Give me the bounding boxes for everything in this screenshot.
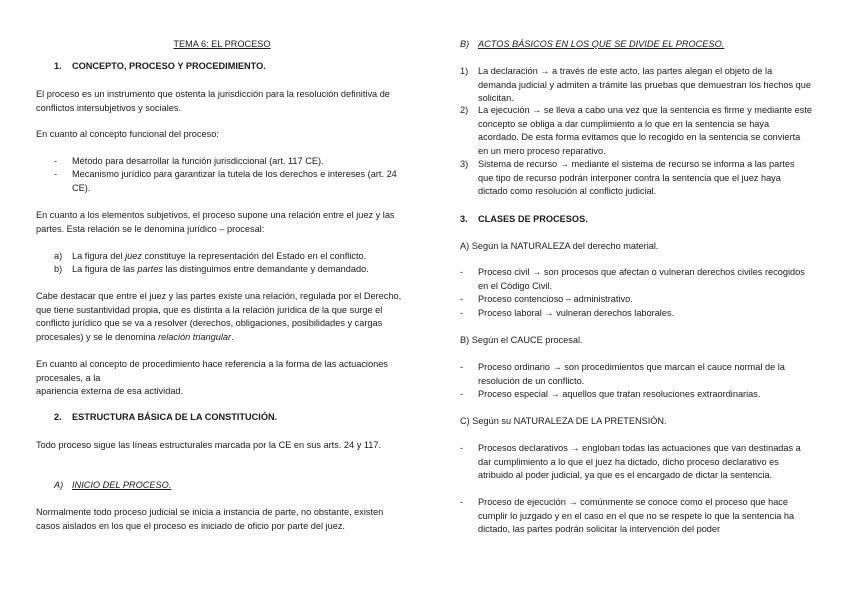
list-item: - Proceso contencioso – administrativo. [460, 293, 812, 307]
subsection-title: INICIO DEL PROCESO. [72, 480, 172, 490]
emphasis: relación triangular [158, 331, 232, 342]
section-2-heading [36, 411, 408, 425]
list-item [460, 65, 812, 106]
paragraph: El proceso es un instrumento que ostenta la jurisdicción para la resolución definitiva de conflictos intersubjetivos y sociales. [36, 89, 390, 113]
subsection-marker: A) [54, 480, 64, 490]
paragraph: apariencia externa de esa actividad. [36, 386, 184, 396]
list-item [460, 104, 812, 158]
section-number: 2. [54, 412, 62, 422]
list-item: - Proceso ordinario → son procedimientos que marcan el cauce normal de la resolución de un conflicto. [460, 361, 812, 388]
list-item-text: Sistema de recurso → mediante el sistema de recurso se informa a las partes que tipo de recurso podrán interponer contra la sentencia que el juez haya dictado como resolución al conflicto judicial. [478, 159, 795, 197]
emphasis: partes [137, 264, 163, 274]
list-item [460, 158, 812, 199]
subsection-b-heading [460, 38, 812, 52]
list-item: - Procesos declarativos → engloban todas las actuaciones que van destinadas a dar cumplimiento a lo que el juez ha dictado, dicho proceso declarativo es atribuido al poder judicial, ya que es el encargado de dictar la sentencia. [460, 442, 812, 483]
paragraph: Todo proceso sigue las líneas estructurales marcada por la CE en sus arts. 24 y 117. [36, 440, 382, 450]
list-item-text: Proceso especial → aquellos que tratan resoluciones extraordinarias. [478, 389, 761, 399]
subsection-marker: B) [460, 39, 470, 49]
document-title: TEMA 6: EL PROCESO [173, 39, 271, 49]
list-item-text: Proceso civil → son procesos que afectan o vulneran derechos civiles recogidos en el Código Civil. [478, 267, 805, 291]
section-title: ESTRUCTURA BÁSICA DE LA CONSTITUCIÓN. [72, 412, 278, 422]
section-number: 1. [54, 61, 62, 71]
section-number: 3. [460, 214, 468, 224]
classification-heading: B) Según el CAUCE procesal. [460, 335, 583, 345]
section-title: CLASES DE PROCESOS. [478, 214, 588, 224]
list-item: - Proceso de ejecución → comúnmente se conoce como el proceso que hace cumplir lo juzgado y en el caso en el que no se respete lo que la sentencia ha dictado, las partes podrán solicitar la intervención del poder [460, 496, 812, 537]
subsection-title: ACTOS BÁSICOS EN LOS QUE SE DIVIDE EL PROCESO. [478, 39, 725, 49]
paragraph: En cuanto al concepto de procedimiento hace referencia a la forma de las actuaciones procesales, a la [36, 359, 388, 383]
paragraph: En cuanto a los elementos subjetivos, el proceso supone una relación entre el juez y las partes. Esta relación se le denomina jurídico – procesal: [36, 210, 395, 234]
list-item-text: Proceso contencioso – administrativo. [478, 294, 633, 304]
list-item: a) La figura del juez constituye la representación del Estado en el conflicto. [36, 250, 408, 264]
section-3-heading [460, 213, 812, 227]
list-marker: a) [54, 251, 63, 261]
list-item-text: Mecanismo jurídico para garantizar la tutela de los derechos e intereses (art. 24 CE). [72, 169, 397, 193]
list-marker: 2) [460, 105, 469, 115]
list-item: - Método para desarrollar la función jurisdiccional (art. 117 CE). [36, 155, 408, 169]
list-item-text: Proceso ordinario → son procedimientos que marcan el cauce normal de la resolución de un conflicto. [478, 362, 785, 386]
list-item: - Proceso civil → son procesos que afectan o vulneran derechos civiles recogidos en el Código Civil. [460, 266, 812, 293]
section-1-heading [36, 60, 408, 74]
list-item: - Mecanismo jurídico para garantizar la tutela de los derechos e intereses (art. 24 CE). [36, 168, 408, 195]
list-item-text: La ejecución → se lleva a cabo una vez que la sentencia es firme y mediante este concepto se obliga a dar cumplimiento a lo que en la sentencia se haya acordado. De esta forma evitamos que lo recogido en la sentencia se convierta en un mero proceso reparativo. [478, 105, 813, 156]
list-marker: 1) [460, 66, 469, 76]
list-item-text: Proceso laboral → vulneran derechos laborales. [478, 308, 675, 318]
list-marker: 3) [460, 159, 469, 169]
classification-heading: C) Según su NATURALEZA DE LA PRETENSIÓN. [460, 416, 667, 426]
section-title: CONCEPTO, PROCESO Y PROCEDIMIENTO. [72, 61, 266, 71]
list-marker: b) [54, 264, 63, 274]
list-item-text: Proceso de ejecución → comúnmente se conoce como el proceso que hace cumplir lo juzgado y en el caso en el que no se respete lo que la sentencia ha dictado, las partes podrán solicitar la intervención del poder [478, 497, 795, 535]
list-item: - Proceso especial → aquellos que tratan resoluciones extraordinarias. [460, 388, 812, 402]
list-item-text: Procesos declarativos → engloban todas las actuaciones que van destinadas a dar cumplimiento a lo que el juez ha dictado, dicho proceso declarativo es atribuido al poder judicial, ya que es el encargado de dictar la sentencia. [478, 443, 801, 481]
list-item-text: Método para desarrollar la función jurisdiccional (art. 117 CE). [72, 156, 324, 166]
list-item-text: La declaración → a través de este acto, las partes alegan el objeto de la demanda judicial y admiten a trámite las pruebas que demuestran los hechos que solicitan. [478, 66, 811, 104]
subsection-a-heading [36, 479, 408, 493]
list-item: b) La figura de las partes las distinguimos entre demandante y demandado. [36, 263, 408, 277]
classification-heading: A) Según la NATURALEZA del derecho material. [460, 241, 659, 251]
paragraph: En cuanto al concepto funcional del proceso: [36, 129, 219, 139]
paragraph: Cabe destacar que entre el juez y las partes existe una relación, regulada por el Derecho, que tiene sustantividad propia, que es distinta a la relación jurídica de la que surge el conflicto jurídico que se va a resolver (derechos, obligaciones, posibilidades y cargas procesales) y se le denomina relación triangular. [36, 291, 402, 342]
list-item: - Proceso laboral → vulneran derechos laborales. [460, 307, 812, 321]
emphasis: juez [125, 251, 142, 261]
paragraph: Normalmente todo proceso judicial se inicia a instancia de parte, no obstante, existen casos aislados en los que el proceso es iniciado de oficio por parte del juez. [36, 507, 384, 531]
